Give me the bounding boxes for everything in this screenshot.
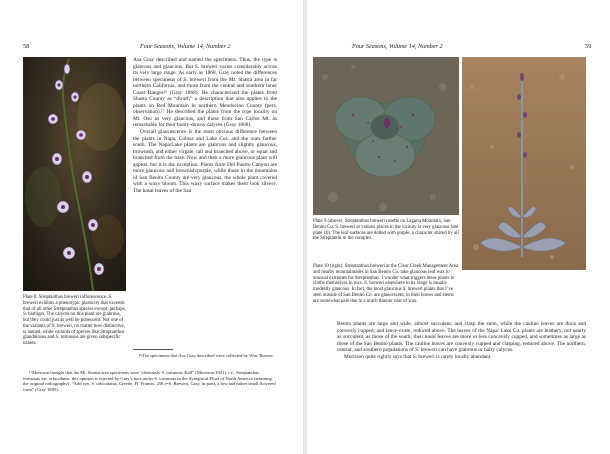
running-head-left: Four Seasons, Volume 14, Number 2 [140, 43, 231, 50]
page-number-left: 58 [23, 43, 30, 50]
footnote-16 [133, 353, 277, 360]
page-number-right: 59 [585, 43, 592, 50]
footnote-16-text: ¹⁶The specimens that Asa Gray described were collected by Wm. Brewer. [139, 353, 274, 358]
right-body-paragraph-2: Morrison quite rightly says that S. breweri is rarely locally abundant. [344, 353, 492, 360]
waxy-plant-image [462, 57, 586, 270]
plate10-caption-text: Plate 10 (right). Streptanthus breweri at the Clear Creek Management Area and nearby mountainsides in San Benito Co. take glaucous leaf wax to unusual extremes for Streptanthus. I wonder what triggers these plants to clothe themselves in wax. S. breweri elsewhere in its range is usually modestly glaucous. In fact, the most glaucous S. breweri plants that I’ve seen outside of San Benito Co. are glaucescent, in their leaves and stems are somewhat pale due to a much thinner coat of wax. [313, 264, 459, 304]
left-page [0, 0, 303, 454]
right-body-column [337, 321, 586, 360]
plate10-caption [313, 264, 459, 304]
right-body-paragraph-1: Benito plants are large and wide, almost succulent, and clasp the stem, while the cauline leaves are thick and convexly cupped, and lance-ovate, reduced above. The leaves of the Napa/ Lake Co. plants are leathery, not nearly as succulent, as those of the south; their basal leaves are more or less concavely cupped, and sometimes as large as those of the San Benito plants. The cauline leaves are convexly cupped and clasping, reduced above. The northern, central, and southern populations of S. breweri can have glabrous or hairy calyces. [337, 321, 586, 354]
plate8-caption-text: Plate 8. Streptanthus breweri inflorescence. S. breweri exhibits a phenotypic plasticity that exceeds that of all other Streptanthus species except, perhaps, S. barbiger. The calyces on this plant are glabrous, but they could just as well be pubescent. Not one of the variants of S. breweri, no matter how distinctive, is named, while variants of species like Streptanthus glandulosus and S. tortuosus are given subspecific names. [23, 295, 126, 346]
left-body-paragraph-1: Asa Gray described and named the specimens. Thus, the type is glabrous and glaucous. But S. breweri varies considerably across its very large range. As early as 1868, Gray noted the differences between specimens of S. breweri from the Mt. Shasta area in far northern California, and those from the central and southern inner Coast Ranges¹⁶ (Gray 1868). He characterized the plants from Shasta County as “dwarf,” a description that also applies to the plants on Red Mountain in northern Mendocino County (pers. observation).¹⁷ He described the plants from the type locality on Mt. Oso as very glaucous, and those from San Carlos Mt. as remarkable for their hoary-downy calyces (Gray 1868). [133, 57, 277, 129]
plate10-photo [462, 57, 586, 270]
plate9-caption-text: Plate 9 (above). Streptanthus breweri rosette on Laguna Mountain, San Benito Co. S. breweri at various places in the vicinity is very glaucous (see plate 10). The leaf surfaces are dotted with purple, a character shared by all the Streptanthi in the complex. [313, 219, 459, 242]
plate9-photo [313, 57, 459, 215]
left-body-column [133, 57, 277, 194]
rosette-image [313, 57, 459, 215]
inflorescence-image [23, 57, 126, 291]
right-page [307, 0, 610, 454]
footnote-17 [23, 370, 277, 393]
footnote-rule [133, 349, 173, 350]
left-body-paragraph-2: Overall glaucescence is the most obvious difference between the plants in Napa, Colusa and Lake Cos. and the ones farther south. The Napa/Lake plants are glabrous and slightly glaucous, brownish, and either virgate, tall and branched above, or squat and branched from the base. Now and then a more glaucous plant will appear, but it is the exception. Plants from Del Puerto Canyon are more glaucous and brownish/purple, while those in the mountains of San Benito County are very glaucous, the whole plant covered with a waxy bloom. This waxy surface makes them look silvery. The basal leaves of the San [133, 129, 277, 194]
plate9-caption [313, 219, 459, 242]
plate8-caption [23, 295, 126, 347]
running-head-right: Four Seasons, Volume 14, Number 2 [352, 43, 443, 50]
plate8-photo [23, 57, 126, 291]
footnote-17-text: ¹⁷Morrison thought that the Mt. Shasta area specimens were “obviously S. tortuosus Kell” (Morrison 1941), i.e., Streptanthus tortuosus var. orbiculatus; this opinion is rejected by Gray’s note under S. tortuosus in the Synoptical Flora of North America (retaining the original orthography): “Add syn. S. orbiculatus, Greene, Fl. Francis. 258 (=S. Breweri, Gray, in part), a low and rather small flowered form” (Gray 1895). [23, 370, 276, 392]
